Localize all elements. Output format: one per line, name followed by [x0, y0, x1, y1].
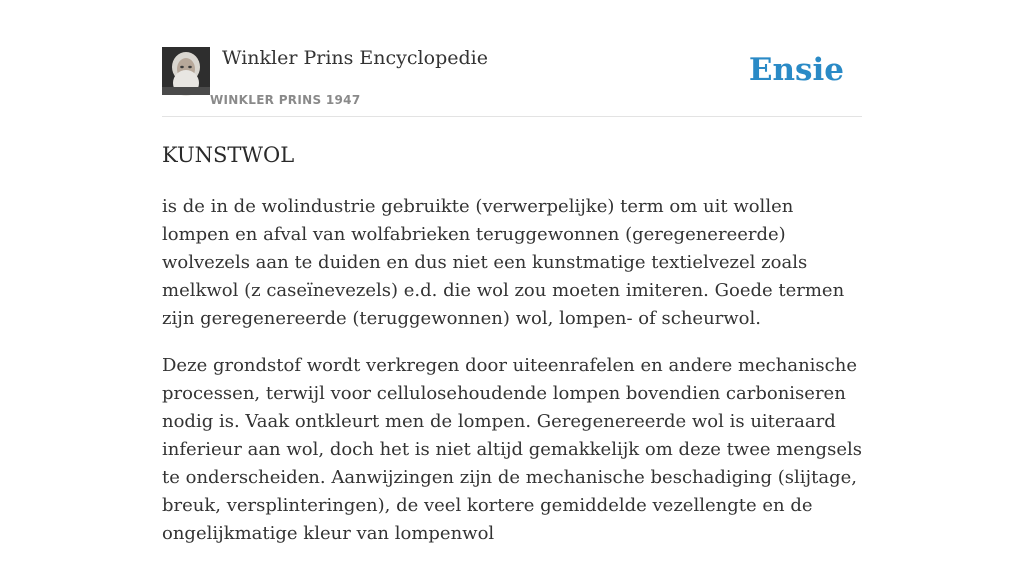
portrait-image	[162, 47, 210, 95]
author-avatar[interactable]	[162, 47, 210, 95]
article-body	[162, 193, 862, 567]
source-subtitle: WINKLER PRINS 1947	[210, 93, 361, 107]
source-header	[162, 46, 862, 117]
source-title[interactable]: Winkler Prins Encyclopedie	[222, 47, 488, 69]
article-paragraph: Deze grondstof wordt verkregen door uiteenrafelen en andere mechanische processen, terwijl voor cellulosehoudende lompen bovendien carboniseren nodig is. Vaak ontkleurt men de lompen. Geregenereerde wol is uiteraard inferieur aan wol, doch het is niet altijd gemakkelijk om deze twee mengsels te onderscheiden. Aanwijzingen zijn de mechanische beschadiging (slijtage, breuk, versplinteringen), de veel kortere gemiddelde vezellengte en de ongelijkmatige kleur van lompenwol	[162, 355, 862, 544]
article-title: KUNSTWOL	[162, 143, 295, 167]
article-paragraph: is de in de wolindustrie gebruikte (verwerpelijke) term om uit wollen lompen en afval van wolfabrieken teruggewonnen (geregenereerde) wolvezels aan te duiden en dus niet een kunstmatige textielvezel zoals melkwol (z caseïnevezels) e.d. die wol zou moeten imiteren. Goede termen zijn geregenereerde (teruggewonnen) wol, lompen- of scheurwol.	[162, 196, 845, 329]
site-logo[interactable]: Ensie	[748, 52, 844, 88]
